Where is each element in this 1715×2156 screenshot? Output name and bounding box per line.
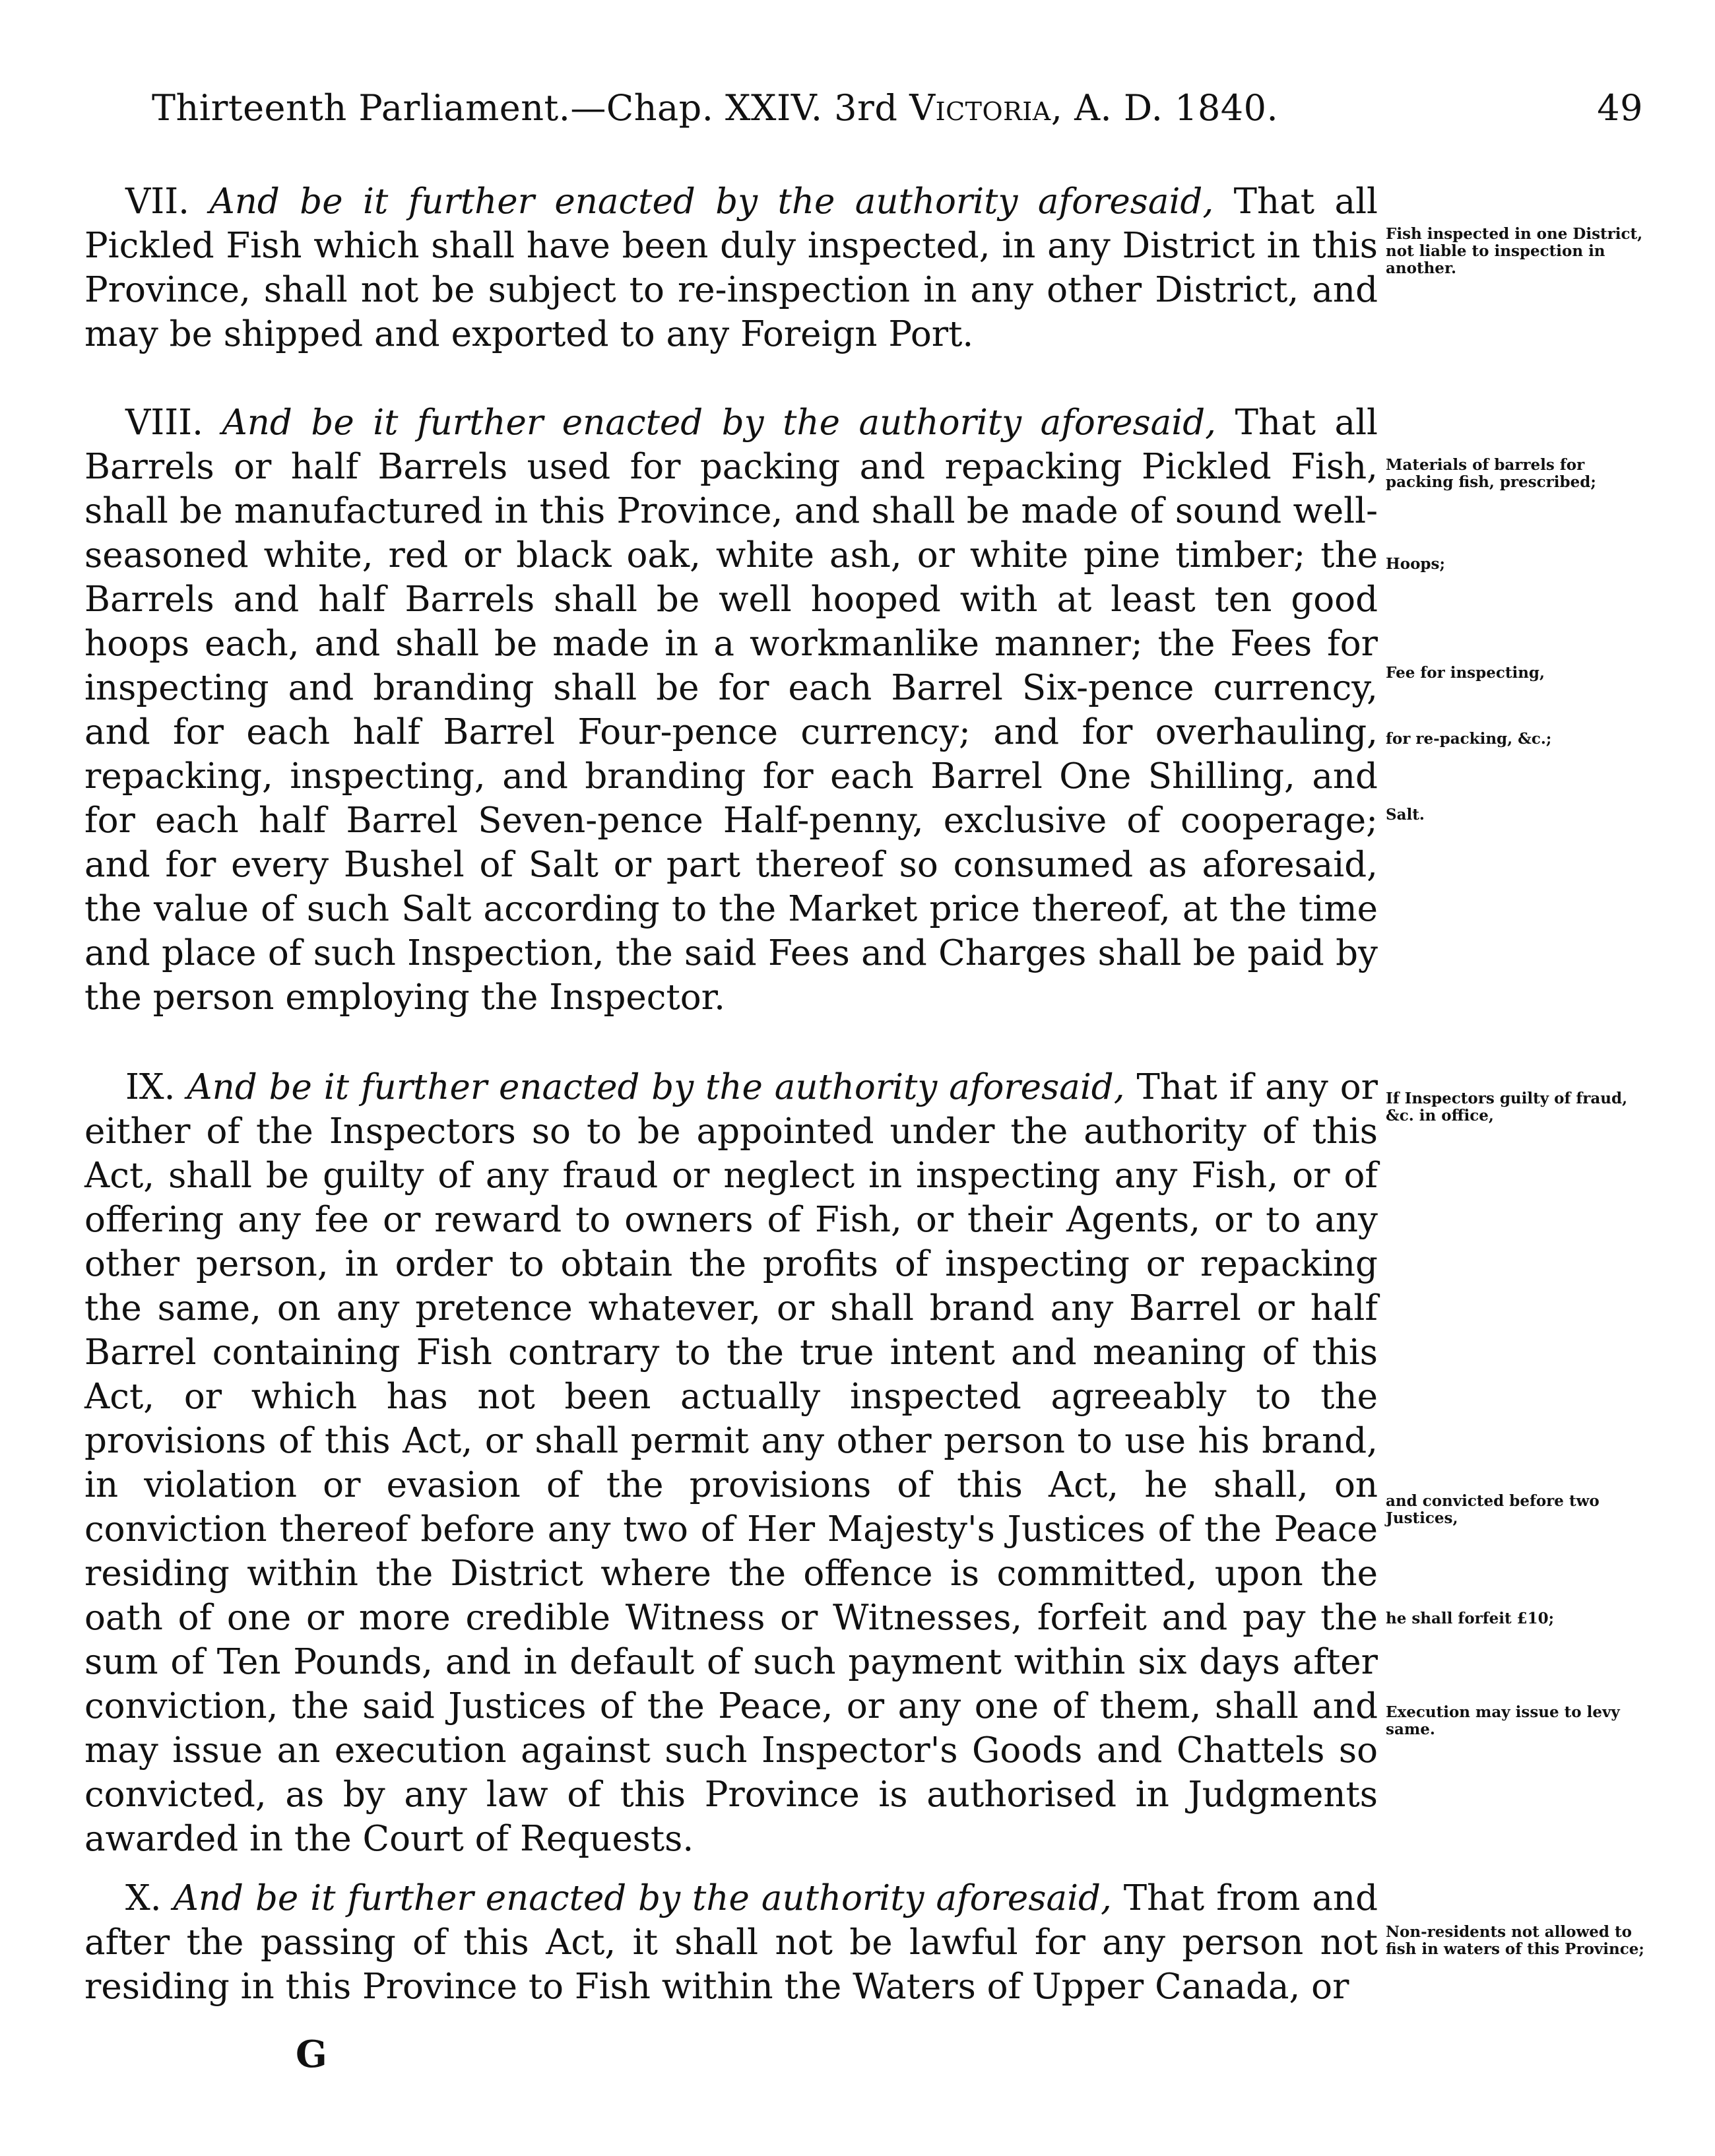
section-numeral: VIII. — [125, 403, 203, 443]
signature-mark: G — [296, 2033, 327, 2076]
margin-note: Hoops; — [1386, 555, 1445, 573]
section-text: That from and after the passing of this Act, it shall not be lawful for any person not residing in this Province to Fish within the Waters of Upper Canada, or — [84, 1878, 1378, 2007]
section-numeral: X. — [125, 1878, 162, 1918]
header-monarch: Victoria — [909, 87, 1051, 129]
section-ix — [84, 1065, 1378, 1861]
enacting-phrase: And be it further enacted by the authority aforesaid, — [173, 1878, 1112, 1918]
margin-note: he shall forfeit £10; — [1386, 1610, 1555, 1627]
section-vii — [84, 180, 1378, 356]
page-number: 49 — [1597, 87, 1643, 129]
section-viii — [84, 401, 1378, 1020]
enacting-phrase: And be it further enacted by the authority aforesaid, — [222, 403, 1217, 443]
margin-note: Fee for inspecting, — [1386, 664, 1545, 682]
header-prefix: Thirteenth Parliament.—Chap. XXIV. 3rd — [152, 87, 910, 129]
margin-note: and convicted before two Justices, — [1386, 1492, 1600, 1527]
margin-note: for re-packing, &c.; — [1386, 730, 1552, 748]
margin-note: Fish inspected in one District, not liable to inspection in another. — [1386, 225, 1643, 277]
section-text: That all Barrels or half Barrels used for packing and repacking Pickled Fish, shall be manufactured in this Province, and shall be made of sound well-seasoned white, red or black oak, white ash, or white pine timber; the Barrels and half Barrels shall be well hooped with at least ten good hoops each, and shall be made in a workmanlike manner; the Fees for inspecting and branding shall be for each Barrel Six-pence currency, and for each half Barrel Four-pence currency; and for overhauling, repacking, inspecting, and branding for each Barrel One Shilling, and for each half Barrel Seven-pence Half-penny, exclusive of cooperage; and for every Bushel of Salt or part thereof so consumed as aforesaid, the value of such Salt according to the Market price thereof, at the time and place of such Inspection, the said Fees and Charges shall be paid by the person employing the Inspector. — [84, 403, 1378, 1018]
margin-note: If Inspectors guilty of fraud, &c. in office, — [1386, 1090, 1628, 1125]
margin-note: Salt. — [1386, 806, 1425, 824]
section-numeral: IX. — [125, 1067, 176, 1107]
header-title — [152, 87, 1278, 129]
section-numeral: VII. — [125, 181, 189, 222]
section-text: That if any or either of the Inspectors so to be appointed under the authority of this Act, shall be guilty of any fraud or neglect in inspecting any Fish, or of offering any fee or reward to owners of Fish, or their Agents, or to any other person, in order to obtain the profits of inspecting or repacking the same, on any pretence whatever, or shall brand any Barrel or half Barrel containing Fish contrary to the true intent and meaning of this Act, or which has not been actually inspected agreeably to the provisions of this Act, or shall permit any other person to use his brand, in violation or evasion of the provisions of this Act, he shall, on conviction thereof before any two of Her Majesty's Justices of the Peace residing within the District where the offence is committed, upon the oath of one or more credible Witness or Witnesses, forfeit and pay the sum of Ten Pounds, and in default of such payment within six days after conviction, the said Justices of the Peace, or any one of them, shall and may issue an execution against such Inspector's Goods and Chattels so convicted, as by any law of this Province is authorised in Judgments awarded in the Court of Requests. — [84, 1067, 1378, 1859]
margin-note: Materials of barrels for packing fish, prescribed; — [1386, 456, 1596, 491]
margin-note: Execution may issue to levy same. — [1386, 1703, 1620, 1738]
section-text: That all Pickled Fish which shall have been duly inspected, in any District in this Province, shall not be subject to re-inspection in any other District, and may be shipped and exported to any Foreign Port. — [84, 181, 1378, 354]
margin-note: Non-residents not allowed to fish in waters of this Province; — [1386, 1923, 1644, 1958]
enacting-phrase: And be it further enacted by the authority aforesaid, — [209, 181, 1214, 222]
section-x — [84, 1876, 1378, 2009]
header-suffix: , A. D. 1840. — [1051, 87, 1279, 129]
enacting-phrase: And be it further enacted by the authority aforesaid, — [187, 1067, 1125, 1107]
running-header — [152, 87, 1643, 140]
